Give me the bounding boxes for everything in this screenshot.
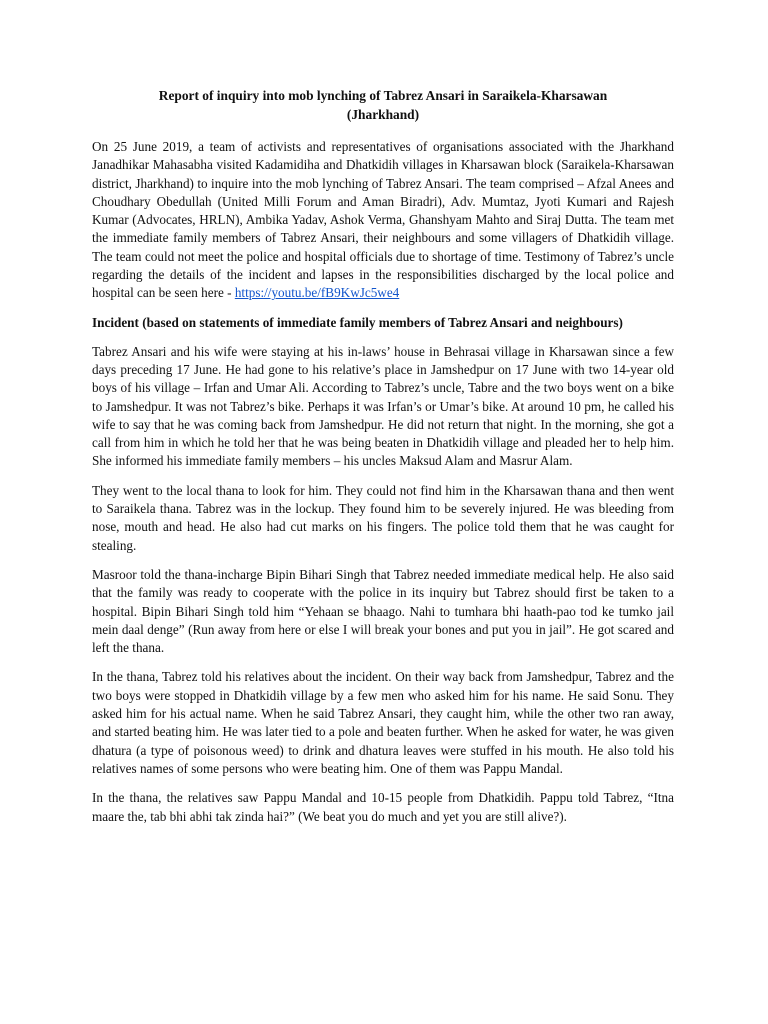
title-line-1: Report of inquiry into mob lynching of Tabrez Ansari in Saraikela-Kharsawan [158, 88, 608, 103]
paragraph-2: They went to the local thana to look for him. They could not find him in the Kharsawan thana and then went to Saraikela thana. Tabrez was in the lockup. They found him to be severely injured. He was bleeding from nose, mouth and head. He also had cut marks on his fingers. The police told them that he was caught for stealing. [92, 482, 674, 553]
section-heading: Incident (based on statements of immediate family members of Tabrez Ansari and neighbours) [92, 314, 623, 330]
paragraph-1: Tabrez Ansari and his wife were staying at his in-laws’ house in Behrasai village in Kharsawan since a few days preceding 17 June. He had gone to his relative’s place in Jamshedpur on 17 June with two 14-year old boys of his village – Irfan and Umar Ali. According to Tabrez’s uncle, Tabre and the two boys went on a bike to Jamshedpur. It was not Tabrez’s bike. Perhaps it was Irfan’s or Umar’s bike. At around 10 pm, he called his wife to say that he was coming back from Jamshedpur. He did not return that night. In the morning, she got a call from him in which he told her that he was being beaten in Dhatkidih village and pleaded her to help him. She informed his immediate family members – his uncles Maksud Alam and Masrur Alam. [92, 343, 674, 469]
paragraph-3: Masroor told the thana-incharge Bipin Bihari Singh that Tabrez needed immediate medical help. He also said that the family was ready to cooperate with the police in its inquiry but Tabrez should first be taken to a hospital. Bipin Bihari Singh told him “Yehaan se bhaago. Nahi to tumhara bhi haath-pao tod ke tumko jail mein daal denge” (Run away from here or else I will break your bones and put you in jail”. He got scared and left the thana. [92, 566, 674, 656]
title-line-2: (Jharkhand) [346, 107, 420, 122]
document-title [92, 86, 674, 124]
youtube-link[interactable]: https://youtu.be/fB9KwJc5we4 [234, 285, 400, 301]
document-page [92, 86, 674, 837]
intro-paragraph [92, 138, 674, 303]
intro-text: On 25 June 2019, a team of activists and representatives of organisations associated with the Jharkhand Janadhikar Mahasabha visited Kadamidiha and Dhatkidih villages in Kharsawan block (Saraikela-Kharsawan district, Jharkhand) to inquire into the mob lynching of Tabrez Ansari. The team comprised – Afzal Anees and Choudhary Obedullah (United Milli Forum and Aman Biradri), Adv. Mumtaz, Jyoti Kumari and Rajesh Kumar (Advocates, HRLN), Ambika Yadav, Ashok Verma, Ghanshyam Mahto and Siraj Dutta. The team met the immediate family members of Tabrez Ansari, their neighbours and some villagers of Dhatkidih village. The team could not meet the police and hospital officials due to shortage of time. Testimony of Tabrez’s uncle regarding the details of the incident and lapses in the responsibilities discharged by the local police and hospital can be seen here - [92, 139, 674, 301]
paragraph-5: In the thana, the relatives saw Pappu Mandal and 10-15 people from Dhatkidih. Pappu told Tabrez, “Itna maare the, tab bhi abhi tak zinda hai?” (We beat you do much and yet you are still alive?). [92, 790, 674, 824]
paragraph-4: In the thana, Tabrez told his relatives about the incident. On their way back from Jamshedpur, Tabrez and the two boys were stopped in Dhatkidih village by a few men who asked him for his name. He said Sonu. They asked him for his actual name. When he said Tabrez Ansari, they caught him, while the other two ran away, and started beating him. He was later tied to a pole and beaten further. When he asked for water, he was given dhatura (a type of poisonous weed) to drink and dhatura leaves were stuffed in his mouth. He also told his relatives names of some persons who were beating him. One of them was Pappu Mandal. [92, 669, 674, 776]
